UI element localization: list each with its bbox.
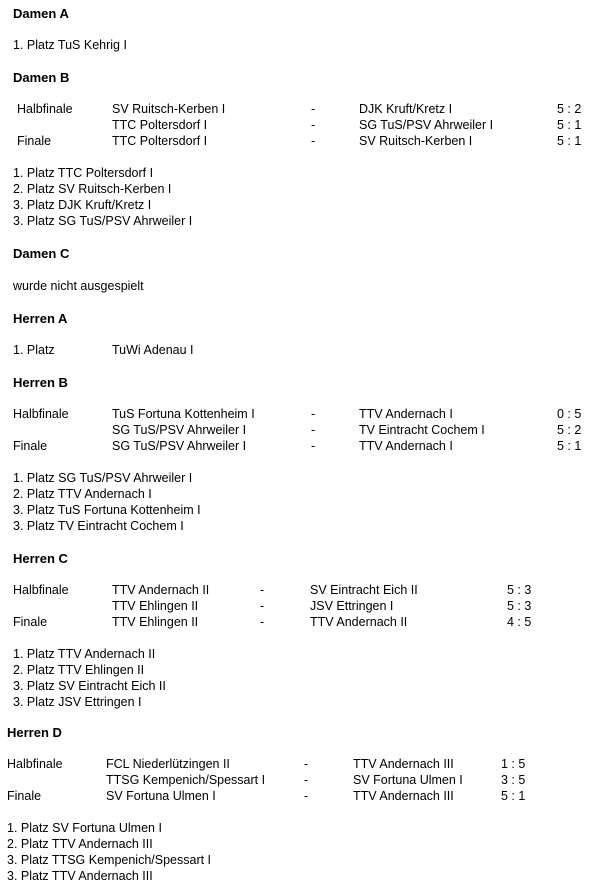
ranking-line: 1. Platz SV Fortuna Ulmen I	[7, 821, 162, 835]
match-round: Finale	[13, 439, 48, 453]
match-home-team: FCL Niederlützingen II	[106, 757, 230, 771]
ranking-line: 2. Platz TTV Andernach I	[13, 487, 152, 501]
match-round: Finale	[7, 789, 42, 803]
match-away-team: TTV Andernach I	[359, 439, 453, 453]
match-home-team: TTV Ehlingen II	[112, 615, 199, 629]
match-score: 5 : 1	[557, 134, 582, 148]
match-score: 5 : 2	[557, 423, 582, 437]
match-separator: -	[304, 773, 309, 787]
match-round: Finale	[17, 134, 52, 148]
section-note: wurde nicht ausgespielt	[13, 279, 144, 293]
match-home-team: SG TuS/PSV Ahrweiler I	[112, 423, 247, 437]
match-score: 5 : 3	[507, 583, 532, 597]
ranking-line: 3. Platz TTV Andernach III	[7, 869, 153, 883]
match-away-team: TV Eintracht Cochem I	[359, 423, 485, 437]
match-score: 0 : 5	[557, 407, 582, 421]
ranking-line: 1. Platz TuS Kehrig I	[13, 38, 127, 52]
match-home-team: TTV Andernach II	[112, 583, 210, 597]
match-home-team: SV Ruitsch-Kerben I	[112, 102, 226, 116]
match-home-team: SV Fortuna Ulmen I	[106, 789, 216, 803]
match-round: Halbfinale	[13, 407, 69, 421]
match-separator: -	[311, 134, 316, 148]
ranking-line: 3. Platz TV Eintracht Cochem I	[13, 519, 184, 533]
ranking-line: 3. Platz DJK Kruft/Kretz I	[13, 198, 152, 212]
match-away-team: DJK Kruft/Kretz I	[359, 102, 453, 116]
match-separator: -	[304, 757, 309, 771]
match-score: 4 : 5	[507, 615, 532, 629]
match-away-team: JSV Ettringen I	[310, 599, 394, 613]
ranking-line: 2. Platz SV Ruitsch-Kerben I	[13, 182, 172, 196]
match-score: 3 : 5	[501, 773, 526, 787]
match-score: 5 : 1	[557, 439, 582, 453]
match-home-team: TTSG Kempenich/Spessart I	[106, 773, 266, 787]
section-heading-herren-c: Herren C	[13, 551, 68, 566]
match-separator: -	[260, 615, 265, 629]
section-heading-damen-b: Damen B	[13, 70, 70, 85]
match-separator: -	[311, 423, 316, 437]
match-score: 5 : 3	[507, 599, 532, 613]
match-away-team: SV Fortuna Ulmen I	[353, 773, 463, 787]
match-round: Halbfinale	[13, 583, 69, 597]
match-separator: -	[260, 583, 265, 597]
section-heading-herren-a: Herren A	[13, 311, 68, 326]
match-separator: -	[304, 789, 309, 803]
ranking-line: 1. Platz SG TuS/PSV Ahrweiler I	[13, 471, 193, 485]
ranking-line: 3. Platz TuS Fortuna Kottenheim I	[13, 503, 201, 517]
match-score: 5 : 2	[557, 102, 582, 116]
match-away-team: TTV Andernach III	[353, 789, 454, 803]
match-away-team: SV Ruitsch-Kerben I	[359, 134, 473, 148]
match-separator: -	[311, 102, 316, 116]
section-heading-damen-a: Damen A	[13, 6, 69, 21]
match-home-team: TuS Fortuna Kottenheim I	[112, 407, 255, 421]
section-heading-herren-b: Herren B	[13, 375, 68, 390]
match-round: Halbfinale	[7, 757, 63, 771]
match-score: 5 : 1	[501, 789, 526, 803]
match-away-team: SV Eintracht Eich II	[310, 583, 418, 597]
ranking-team: TuWi Adenau I	[112, 343, 194, 357]
match-separator: -	[311, 118, 316, 132]
ranking-line: 3. Platz SV Eintracht Eich II	[13, 679, 166, 693]
match-home-team: TTC Poltersdorf I	[112, 134, 208, 148]
ranking-line: 2. Platz TTV Andernach III	[7, 837, 153, 851]
match-separator: -	[311, 439, 316, 453]
match-away-team: TTV Andernach II	[310, 615, 408, 629]
match-home-team: SG TuS/PSV Ahrweiler I	[112, 439, 247, 453]
match-round: Finale	[13, 615, 48, 629]
match-home-team: TTV Ehlingen II	[112, 599, 199, 613]
ranking-line: 3. Platz SG TuS/PSV Ahrweiler I	[13, 214, 193, 228]
match-away-team: TTV Andernach III	[353, 757, 454, 771]
ranking-line: 1. Platz TTC Poltersdorf I	[13, 166, 154, 180]
match-score: 1 : 5	[501, 757, 526, 771]
match-home-team: TTC Poltersdorf I	[112, 118, 208, 132]
section-heading-damen-c: Damen C	[13, 246, 70, 261]
section-heading-herren-d: Herren D	[7, 725, 62, 740]
ranking-place: 1. Platz	[13, 343, 55, 357]
match-away-team: TTV Andernach I	[359, 407, 453, 421]
match-score: 5 : 1	[557, 118, 582, 132]
ranking-line: 3. Platz JSV Ettringen I	[13, 695, 142, 709]
match-separator: -	[311, 407, 316, 421]
ranking-line: 1. Platz TTV Andernach II	[13, 647, 156, 661]
ranking-line: 2. Platz TTV Ehlingen II	[13, 663, 145, 677]
match-round: Halbfinale	[17, 102, 73, 116]
ranking-line: 3. Platz TTSG Kempenich/Spessart I	[7, 853, 212, 867]
match-away-team: SG TuS/PSV Ahrweiler I	[359, 118, 494, 132]
match-separator: -	[260, 599, 265, 613]
